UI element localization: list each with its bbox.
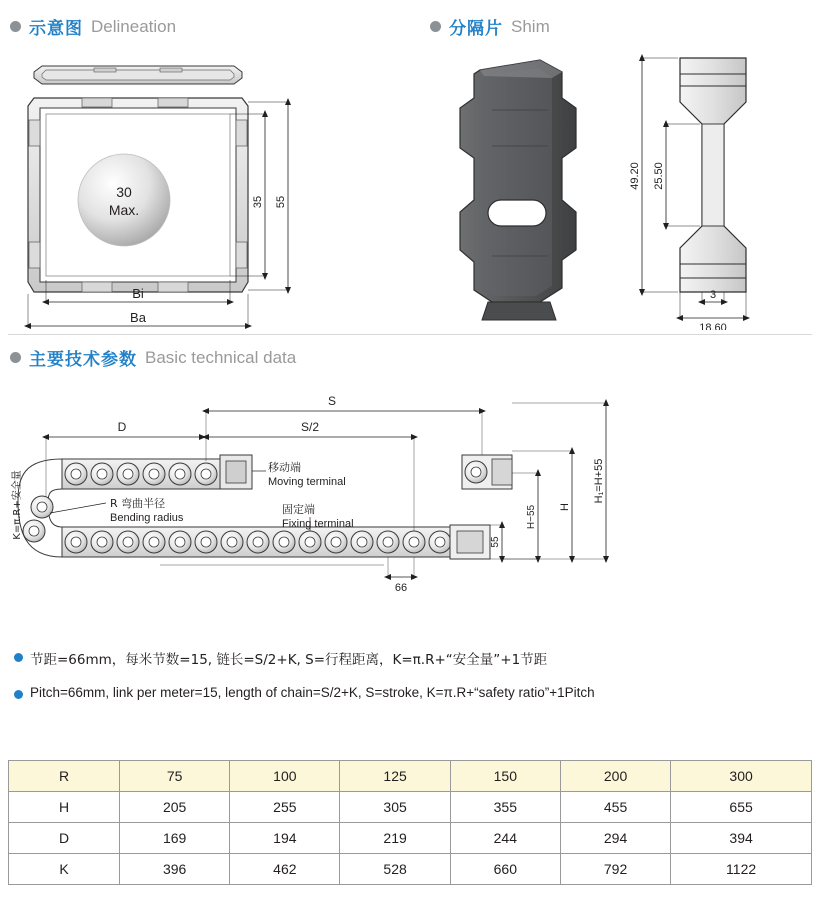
bending-radius-cn: R 弯曲半径 — [110, 497, 166, 510]
dimension-s — [202, 408, 486, 461]
dim-h-label: H — [559, 503, 571, 511]
table-header-cell-200: 200 — [560, 761, 670, 792]
dim-1860-label: 18.60 — [699, 322, 727, 330]
delineation-drawing — [20, 50, 350, 330]
note-text-cn: 节距=66mm，每米节数=15, 链长=S/2+K, S=行程距离，K=π.R+“安全量”+1节距 — [30, 652, 548, 668]
table-cell: 455 — [560, 792, 670, 823]
table-row — [9, 792, 812, 823]
lid-piece — [34, 66, 242, 84]
table-header-cell-150: 150 — [450, 761, 560, 792]
dim-h-minus-55-label: H−55 — [526, 504, 537, 530]
fixing-terminal-cn: 固定端 — [282, 503, 315, 516]
bullet-icon — [430, 21, 441, 32]
dim-h1-label: H₁=H+55 — [593, 458, 605, 504]
table-cell: 396 — [120, 854, 230, 885]
k-formula-label: K=π.R+安全量 — [12, 470, 23, 540]
section-title-en: Delineation — [91, 16, 177, 36]
section-header-technical — [10, 345, 296, 370]
moving-terminal-en: Moving terminal — [268, 476, 346, 488]
note-line-en — [14, 685, 794, 700]
table-row-label: K — [9, 854, 120, 885]
bullet-icon — [14, 653, 23, 662]
table-cell: 394 — [671, 823, 812, 854]
shim-profile — [680, 58, 746, 292]
dim-66-label: 66 — [394, 582, 408, 594]
section-header-delineation — [10, 14, 176, 39]
table-cell: 244 — [450, 823, 560, 854]
bullet-icon — [10, 352, 21, 363]
fixing-terminal-block — [450, 525, 490, 559]
table-cell: 1122 — [671, 854, 812, 885]
dim-3-label: 3 — [709, 289, 717, 301]
dim-bi-label: Bi — [132, 286, 144, 301]
moving-terminal-block — [220, 455, 252, 489]
table-cell: 355 — [450, 792, 560, 823]
table-cell: 792 — [560, 854, 670, 885]
table-row-label: H — [9, 792, 120, 823]
table-row-label: D — [9, 823, 120, 854]
bending-radius-en: Bending radius — [110, 512, 184, 524]
table-cell: 219 — [340, 823, 450, 854]
section-title-cn: 主要技术参数 — [29, 350, 137, 369]
table-cell: 655 — [671, 792, 812, 823]
table-cell: 169 — [120, 823, 230, 854]
table-cell: 528 — [340, 854, 450, 885]
table-cell: 305 — [340, 792, 450, 823]
table-header-cell-125: 125 — [340, 761, 450, 792]
ball-label-value: 30 — [116, 184, 132, 200]
dim-55-label: 55 — [275, 195, 287, 209]
dim-55-label: 55 — [490, 536, 501, 548]
note-line-cn — [14, 648, 794, 668]
chain-head-right — [462, 455, 512, 489]
dim-ba-label: Ba — [130, 310, 146, 325]
moving-terminal-cn: 移动端 — [268, 461, 301, 474]
section-title-en: Basic technical data — [145, 347, 297, 367]
dim-35-label: 35 — [252, 195, 264, 209]
table-cell: 660 — [450, 854, 560, 885]
table-cell: 462 — [230, 854, 340, 885]
shim-side-view-drawing — [620, 40, 820, 330]
table-header-cell-75: 75 — [120, 761, 230, 792]
section-title-cn: 分隔片 — [449, 19, 503, 38]
section-title-en: Shim — [511, 16, 550, 36]
table-cell: 294 — [560, 823, 670, 854]
table-row — [9, 823, 812, 854]
dim-s-half-label: S/2 — [300, 420, 320, 434]
ball-diameter-indicator — [78, 154, 170, 246]
bending-radius-callout — [50, 503, 106, 513]
dim-4920-label: 49.20 — [629, 162, 641, 190]
dimension-pitch-66 — [160, 557, 418, 580]
table-header-cell-r: R — [9, 761, 120, 792]
ball-label-max: Max. — [108, 202, 140, 218]
table-cell: 205 — [120, 792, 230, 823]
dim-s-label: S — [327, 394, 337, 408]
chain-links-lower — [23, 496, 451, 553]
section-header-shim — [430, 14, 550, 39]
table-header-cell-100: 100 — [230, 761, 340, 792]
table-cell: 194 — [230, 823, 340, 854]
technical-data-drawing — [10, 385, 810, 635]
shim-3d-drawing — [440, 50, 610, 330]
table-header-row — [9, 761, 812, 792]
dim-2550-label: 25.50 — [653, 162, 665, 190]
divider — [8, 334, 812, 335]
fixing-terminal-en: Fixing terminal — [282, 518, 354, 530]
table-cell: 255 — [230, 792, 340, 823]
dim-d-label: D — [117, 420, 127, 434]
note-text-en: Pitch=66mm, link per meter=15, length of chain=S/2+K, S=stroke, K=π.R+“safety ratio”+1Pitch — [30, 685, 595, 700]
bullet-icon — [10, 21, 21, 32]
table-header-cell-300: 300 — [671, 761, 812, 792]
table-row — [9, 854, 812, 885]
section-title-cn: 示意图 — [29, 19, 83, 38]
shim-body — [460, 60, 576, 320]
specification-table — [8, 760, 812, 885]
bullet-icon — [14, 690, 23, 699]
